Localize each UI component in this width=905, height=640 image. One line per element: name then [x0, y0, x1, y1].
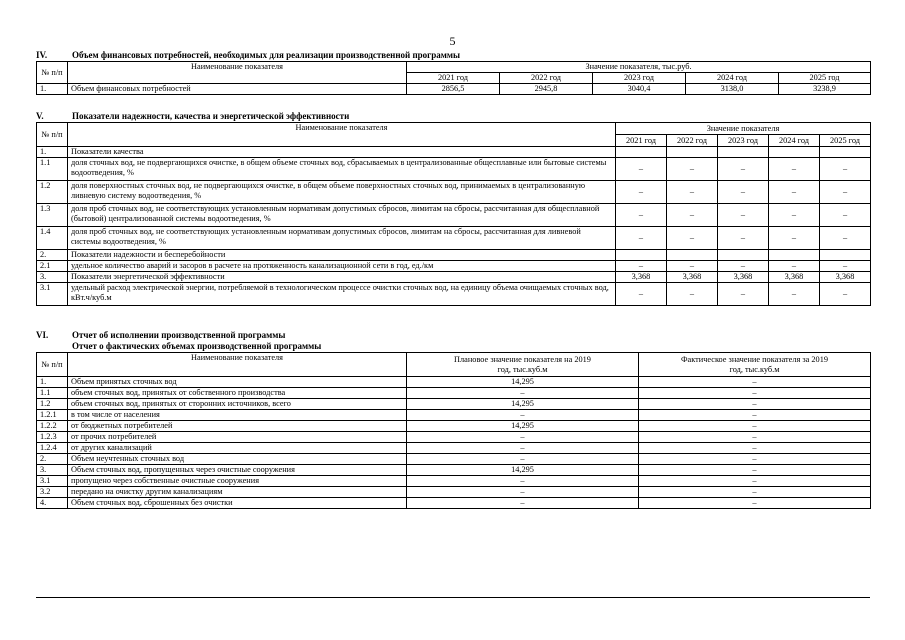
section4-title: Объем финансовых потребностей, необходимых для реализации производственной программы	[72, 50, 461, 60]
col-header-year: 2021 год	[616, 135, 667, 147]
col-header-year: 2024 год	[686, 73, 779, 84]
row-empty-cell	[667, 250, 718, 261]
row-value: –	[820, 158, 871, 181]
row-number: 3.2	[37, 487, 68, 498]
row-fact-value: –	[639, 421, 871, 432]
table-row	[37, 487, 871, 498]
table-row	[37, 498, 871, 509]
row-name: Объем сточных вод, сброшенных без очистки	[68, 498, 407, 509]
row-value: –	[667, 283, 718, 306]
row-number: 1.	[37, 84, 68, 95]
row-plan-value: –	[407, 410, 639, 421]
table-header-row	[37, 62, 871, 73]
col-header-number: № п/п	[37, 353, 68, 377]
row-empty-cell	[769, 147, 820, 158]
row-fact-value: –	[639, 432, 871, 443]
table-header-row	[37, 353, 871, 377]
table-row	[37, 261, 871, 272]
row-value: –	[769, 181, 820, 204]
table-row	[37, 84, 871, 95]
col-header-year: 2022 год	[667, 135, 718, 147]
table-row	[37, 204, 871, 227]
row-plan-value: –	[407, 476, 639, 487]
col-header-year: 2021 год	[407, 73, 500, 84]
section4-heading	[36, 50, 460, 60]
row-plan-value: –	[407, 443, 639, 454]
row-number: 4.	[37, 498, 68, 509]
col-header-year: 2023 год	[718, 135, 769, 147]
col-header-name: Наименование показателя	[68, 62, 407, 84]
row-name: передано на очистку другим канализациям	[68, 487, 407, 498]
section6-heading	[36, 330, 285, 340]
row-value: 3040,4	[593, 84, 686, 95]
col-header-name: Наименование показателя	[68, 123, 616, 147]
row-number: 1.2.4	[37, 443, 68, 454]
col-header-year: 2025 год	[820, 135, 871, 147]
row-number: 1.3	[37, 204, 68, 227]
row-name: объем сточных вод, принятых от сторонних источников, всего	[68, 399, 407, 410]
row-plan-value: –	[407, 388, 639, 399]
production-volume-report-table	[36, 352, 871, 509]
row-plan-value: 14,295	[407, 465, 639, 476]
col-header-number: № п/п	[37, 62, 68, 84]
row-value: –	[616, 158, 667, 181]
row-value: –	[718, 181, 769, 204]
table-row	[37, 432, 871, 443]
row-name: доля проб сточных вод, не соответствующих установленным нормативам допустимых сбросов, лимитам на сбросы, рассчитанная для ливневой системы водоотведения, %	[68, 227, 616, 250]
table-row	[37, 272, 871, 283]
row-number: 1.	[37, 147, 68, 158]
row-group-name: Показатели надежности и бесперебойности	[68, 250, 616, 261]
row-value: –	[718, 158, 769, 181]
row-number: 3.	[37, 465, 68, 476]
row-value: –	[769, 158, 820, 181]
table-row	[37, 465, 871, 476]
row-name: от бюджетных потребителей	[68, 421, 407, 432]
row-empty-cell	[616, 250, 667, 261]
col-header-values: Значение показателя	[616, 123, 871, 135]
row-value: 3,368	[616, 272, 667, 283]
row-value: –	[820, 283, 871, 306]
row-number: 1.2.2	[37, 421, 68, 432]
section4-number: IV.	[36, 50, 48, 60]
row-value: –	[616, 204, 667, 227]
table-row	[37, 147, 871, 158]
row-value: –	[616, 227, 667, 250]
row-fact-value: –	[639, 388, 871, 399]
row-plan-value: –	[407, 498, 639, 509]
row-fact-value: –	[639, 410, 871, 421]
row-value: –	[769, 227, 820, 250]
row-empty-cell	[820, 147, 871, 158]
row-plan-value: –	[407, 487, 639, 498]
row-number: 1.2.1	[37, 410, 68, 421]
footer-line	[36, 597, 870, 598]
row-value: –	[820, 204, 871, 227]
row-name: от других канализаций	[68, 443, 407, 454]
row-plan-value: 14,295	[407, 421, 639, 432]
row-empty-cell	[718, 250, 769, 261]
row-name: доля сточных вод, не подвергающихся очистке, в общем объеме сточных вод, сбрасываемых в централизованные общесплавные или бытовые системы водоотведения, %	[68, 158, 616, 181]
row-value: 2945,8	[500, 84, 593, 95]
row-name: Объем принятых сточных вод	[68, 377, 407, 388]
row-value: 3238,9	[779, 84, 871, 95]
table-row	[37, 181, 871, 204]
section5-title: Показатели надежности, качества и энергетической эффективности	[72, 111, 350, 121]
row-number: 1.1	[37, 158, 68, 181]
row-value: 2856,5	[407, 84, 500, 95]
row-name: Показатели энергетической эффективности	[68, 272, 616, 283]
row-value: –	[820, 181, 871, 204]
col-header-number: № п/п	[37, 123, 68, 147]
row-number: 2.	[37, 454, 68, 465]
row-value: –	[769, 283, 820, 306]
row-plan-value: 14,295	[407, 399, 639, 410]
row-number: 1.2.3	[37, 432, 68, 443]
row-value: –	[718, 227, 769, 250]
table-row	[37, 388, 871, 399]
table-row	[37, 283, 871, 306]
row-name: удельное количество аварий и засоров в расчете на протяженность канализационной сети в год, ед./км	[68, 261, 616, 272]
row-empty-cell	[718, 147, 769, 158]
row-name: в том числе от населения	[68, 410, 407, 421]
row-name: доля проб сточных вод, не соответствующих установленным нормативам допустимых сбросов, лимитам на сбросы, рассчитанная для общесплавной (бытовой) централизованной системы водоотведения, %	[68, 204, 616, 227]
row-plan-value: 14,295	[407, 377, 639, 388]
row-empty-cell	[667, 147, 718, 158]
table-row	[37, 421, 871, 432]
row-value: –	[769, 204, 820, 227]
row-value: 3,368	[769, 272, 820, 283]
section6-title: Отчет об исполнении производственной программы	[72, 330, 286, 340]
col-header-name: Наименование показателя	[68, 353, 407, 377]
row-number: 1.1	[37, 388, 68, 399]
row-fact-value: –	[639, 399, 871, 410]
row-name: удельный расход электрической энергии, потребляемой в технологическом процессе очистки сточных вод, на единицу объема очищаемых сточных вод, кВт.ч/куб.м	[68, 283, 616, 306]
row-name: Объем сточных вод, пропущенных через очистные сооружения	[68, 465, 407, 476]
row-value: –	[667, 261, 718, 272]
row-name: Объем неучтенных сточных вод	[68, 454, 407, 465]
table-row	[37, 158, 871, 181]
row-number: 1.	[37, 377, 68, 388]
row-value: 3,368	[667, 272, 718, 283]
row-fact-value: –	[639, 487, 871, 498]
reliability-indicators-table	[36, 122, 871, 306]
section5-heading	[36, 111, 349, 121]
row-value: –	[667, 158, 718, 181]
row-number: 3.	[37, 272, 68, 283]
row-value: –	[718, 283, 769, 306]
row-value: –	[718, 261, 769, 272]
row-fact-value: –	[639, 377, 871, 388]
table-row	[37, 443, 871, 454]
table-row	[37, 377, 871, 388]
row-number: 3.1	[37, 476, 68, 487]
row-value: 3,368	[718, 272, 769, 283]
row-fact-value: –	[639, 476, 871, 487]
row-empty-cell	[769, 250, 820, 261]
row-value: –	[667, 204, 718, 227]
row-value: –	[667, 227, 718, 250]
table-row	[37, 454, 871, 465]
col-header-values: Значение показателя, тыс.руб.	[407, 62, 871, 73]
row-fact-value: –	[639, 443, 871, 454]
row-value: 3138,0	[686, 84, 779, 95]
col-header-year: 2023 год	[593, 73, 686, 84]
row-number: 3.1	[37, 283, 68, 306]
row-empty-cell	[616, 147, 667, 158]
row-group-name: Показатели качества	[68, 147, 616, 158]
row-name: от прочих потребителей	[68, 432, 407, 443]
col-header-plan: Плановое значение показателя на 2019 год, тыс.куб.м	[407, 353, 639, 377]
row-name: доля поверхностных сточных вод, не подвергающихся очистке, в общем объеме поверхностных сточных вод, принимаемых в централизованную ливневую систему водоотведения, %	[68, 181, 616, 204]
row-value: –	[667, 181, 718, 204]
row-fact-value: –	[639, 498, 871, 509]
section6-number: VI.	[36, 330, 49, 340]
row-fact-value: –	[639, 454, 871, 465]
row-value: –	[769, 261, 820, 272]
col-header-fact: Фактическое значение показателя за 2019 год, тыс.куб.м	[639, 353, 871, 377]
section5-number: V.	[36, 111, 44, 121]
table-row	[37, 227, 871, 250]
table-header-row	[37, 123, 871, 135]
row-value: –	[820, 227, 871, 250]
section6-subtitle: Отчет о фактических объемах производственной программы	[72, 341, 322, 351]
table-row	[37, 476, 871, 487]
row-plan-value: –	[407, 454, 639, 465]
financial-needs-table	[36, 61, 871, 95]
row-empty-cell	[820, 250, 871, 261]
col-header-year: 2025 год	[779, 73, 871, 84]
row-number: 2.1	[37, 261, 68, 272]
row-number: 1.2	[37, 399, 68, 410]
table-row	[37, 410, 871, 421]
row-number: 1.4	[37, 227, 68, 250]
row-value: –	[616, 283, 667, 306]
col-header-year: 2022 год	[500, 73, 593, 84]
row-number: 1.2	[37, 181, 68, 204]
row-value: –	[718, 204, 769, 227]
row-name: Объем финансовых потребностей	[68, 84, 407, 95]
row-name: объем сточных вод, принятых от собственного производства	[68, 388, 407, 399]
row-number: 2.	[37, 250, 68, 261]
row-fact-value: –	[639, 465, 871, 476]
row-name: пропущено через собственные очистные сооружения	[68, 476, 407, 487]
row-value: –	[616, 261, 667, 272]
page-number: 5	[449, 34, 456, 48]
row-plan-value: –	[407, 432, 639, 443]
row-value: 3,368	[820, 272, 871, 283]
row-value: –	[616, 181, 667, 204]
table-row	[37, 250, 871, 261]
row-value: –	[820, 261, 871, 272]
table-row	[37, 399, 871, 410]
col-header-year: 2024 год	[769, 135, 820, 147]
